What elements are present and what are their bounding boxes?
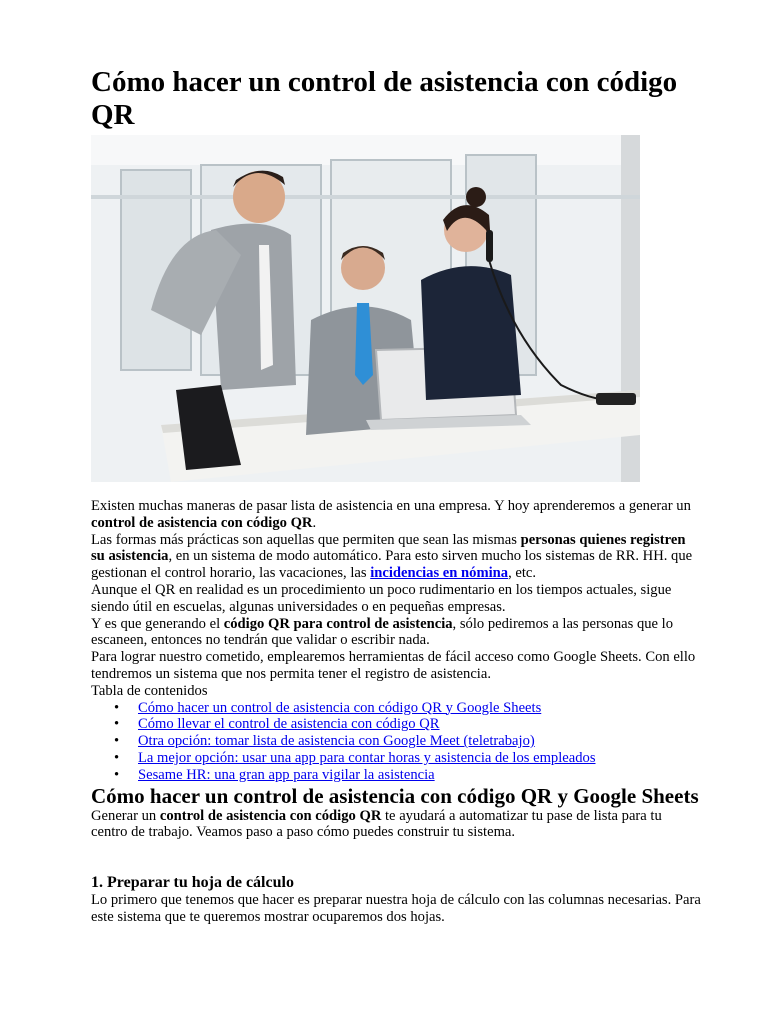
toc-item (138, 733, 701, 750)
toc-item (138, 767, 701, 784)
generating-bold: código QR para control de asistencia (223, 615, 453, 632)
generating-text-end: , sólo pediremos a las personas que lo escaneen, entonces no tendrán que validar o escribir nada. (91, 615, 674, 649)
intro-text-end: . (312, 514, 317, 531)
practical-text: Las formas más prácticas son aquellas que permiten que sean las mismas (91, 531, 521, 548)
tools-paragraph: Para lograr nuestro cometido, emplearemos herramientas de fácil acceso como Google Sheets. Con ello tendremos un sistema que nos permita tener el registro de asistencia. (91, 649, 696, 682)
step-paragraph: Lo primero que tenemos que hacer es preparar nuestra hoja de cálculo con las columnas necesarias. Para este sistema que te queremos mostrar ocuparemos dos hojas. (91, 892, 701, 925)
qr-paragraph: Aunque el QR en realidad es un procedimiento un poco rudimentario en los tiempos actuales, sigue siendo útil en escuelas, algunas universidades o en pequeñas empresas. (91, 581, 672, 615)
toc-label: Tabla de contenidos (91, 682, 208, 699)
toc-link-sesame[interactable]: Sesame HR: una gran app para vigilar la asistencia (138, 766, 435, 783)
article-content (91, 66, 701, 926)
office-team-photo (91, 135, 640, 482)
toc-item (138, 716, 701, 733)
incidencias-link[interactable]: incidencias en nómina (370, 565, 509, 582)
generating-paragraph (91, 616, 701, 650)
practical-text-end: , etc. (508, 565, 537, 582)
intro-text: Existen muchas maneras de pasar lista de asistencia en una empresa. Y hoy aprenderemos a generar un (91, 498, 691, 514)
section-text-end: te ayudará a automatizar tu pase de lista para tu centro de trabajo. Veamos paso a paso cómo puedes construir tu sistema. (91, 807, 662, 841)
generating-text: Y es que generando el (91, 615, 224, 632)
practical-forms-paragraph (91, 532, 701, 582)
section-paragraph (91, 808, 701, 842)
practical-bold: personas quienes registren su asistencia (91, 531, 686, 565)
section-text: Generar un (91, 807, 160, 824)
step-heading: 1. Preparar tu hoja de cálculo (91, 874, 294, 892)
office-team-illustration (91, 135, 640, 482)
section-heading-qr-sheets: Cómo hacer un control de asistencia con código QR y Google Sheets (91, 783, 699, 808)
toc-link-google-meet[interactable]: Otra opción: tomar lista de asistencia con Google Meet (teletrabajo) (138, 733, 535, 750)
section-bold: control de asistencia con código QR (159, 807, 382, 824)
toc-link-qr-sheets[interactable]: Cómo hacer un control de asistencia con código QR y Google Sheets (138, 699, 542, 716)
toc-link-qr-control[interactable]: Cómo llevar el control de asistencia con código QR (138, 716, 440, 733)
intro-bold: control de asistencia con código QR (91, 514, 313, 531)
toc-item (138, 700, 701, 717)
toc-item (138, 750, 701, 767)
article-title: Cómo hacer un control de asistencia con código QR (91, 66, 678, 131)
table-of-contents (91, 700, 701, 784)
intro-paragraph (91, 498, 701, 532)
practical-text-2: , en un sistema de modo automático. Para esto sirven mucho los sistemas de RR. HH. que gestionan el control horario, las vacaciones, las (91, 548, 693, 582)
toc-link-best-app[interactable]: La mejor opción: usar una app para contar horas y asistencia de los empleados (138, 749, 596, 766)
